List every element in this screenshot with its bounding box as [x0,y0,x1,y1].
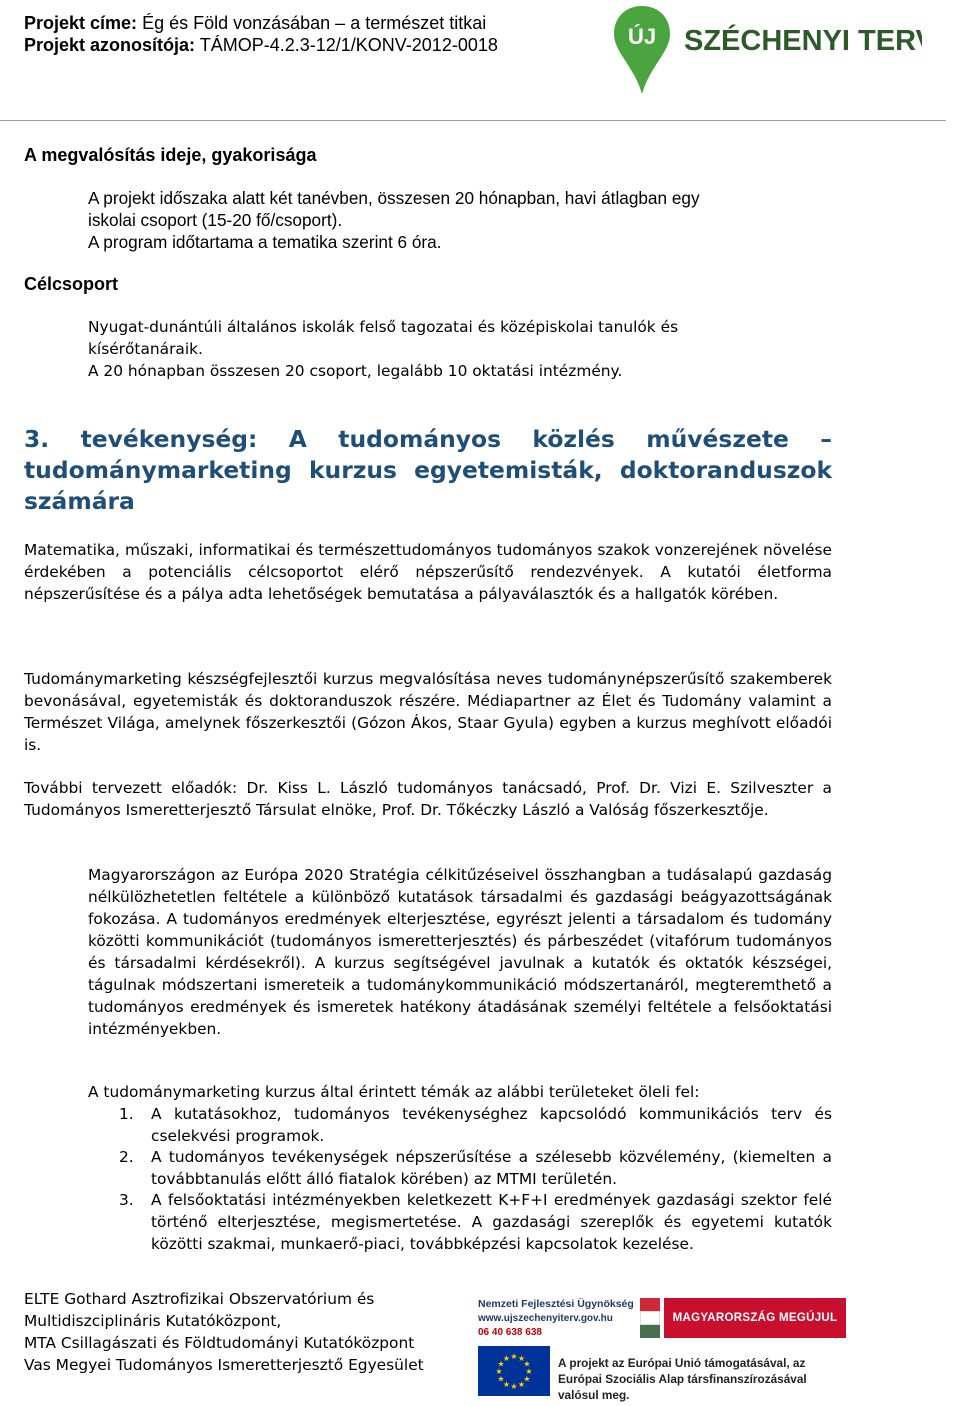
schedule-line-2: iskolai csoport (15-20 fő/csoport). [88,210,343,230]
list-item: A tudományos tevékenységek népszerűsítése a szélesebb közvélemény, (kiemelten a továbbtanulás előtt álló fiatalok körében) az MTMI területén. [151,1148,832,1188]
svg-text:★: ★ [497,1374,505,1384]
logo-text: SZÉCHENYI TERV [684,25,922,57]
paragraph-intro: Matematika, műszaki, informatikai és természettudományos tudományos szakok vonzerejének növelése érdekében a potenciális célcsoportot elérő népszerűsítő rendezvények. A kutatói életforma népszerűsítése és a pálya adta lehetőségek bemutatása a pályaválasztók és a hallgatók körében. [24,541,832,603]
logo-prefix: ÚJ [627,24,657,49]
project-id [24,34,498,56]
footer-institutions [24,1288,474,1376]
hungarian-flag-icon [640,1298,660,1338]
svg-text:★: ★ [495,1367,503,1376]
paragraph-topics-intro: A tudománymarketing kurzus által érintett témák az alábbi területeket öleli fel: [88,1083,700,1101]
svg-text:★: ★ [517,1380,526,1389]
footer-line: ELTE Gothard Asztrofizikai Obszervatórium és [24,1290,375,1308]
target-line-2: kísérőtanáraik. [88,340,203,358]
project-title-label: Projekt címe: [24,13,138,33]
project-id-label: Projekt azonosítója: [24,35,196,55]
svg-text:★: ★ [523,1374,531,1384]
project-title [24,12,486,34]
list-item: A kutatásokhoz, tudományos tevékenységhez kapcsolódó kommunikációs terv és cselekvési programok. [151,1105,832,1145]
project-id-value: TÁMOP-4.2.3-12/1/KONV-2012-0018 [199,35,498,55]
footer-line: Vas Megyei Tudományos Ismeretterjesztő Egyesület [24,1356,424,1374]
svg-text:★: ★ [510,1382,518,1391]
szechenyi-terv-logo [612,4,922,96]
activity-title: 3. tevékenység: A tudományos közlés művészete – tudománymarketing kurzus egyetemisták, doktoranduszok számára [24,425,832,515]
list-number: 2. [119,1148,134,1166]
footer-line: MTA Csillagászati és Földtudományi Kutatóközpont [24,1334,415,1352]
header-divider [0,120,946,121]
section-heading-target-group: Célcsoport [24,274,119,294]
agency-block [478,1298,634,1339]
logo-pin-icon [612,4,922,96]
svg-text:★: ★ [517,1354,526,1363]
section-heading-schedule: A megvalósítás ideje, gyakorisága [24,145,317,165]
list-item: A felsőoktatási intézményekben keletkezett K+F+I eredmények gazdasági szektor felé történő elterjesztése, megismertetése. A gazdasági szereplők és egyetemi kutatók közötti szakmai, munkaerő-piaci, továbbképzési kapcsolatok kezelése. [151,1191,832,1253]
footer-line: Multidiszciplináris Kutatóközpont, [24,1312,282,1330]
svg-text:★: ★ [502,1354,511,1363]
eu-funding-notice: A projekt az Európai Unió támogatásával, az Európai Szociális Alap társfinanszírozásával valósul meg. [558,1356,807,1402]
target-line-3: A 20 hónapban összesen 20 csoport, legalább 10 oktatási intézmény. [88,362,623,380]
svg-text:★: ★ [502,1380,511,1389]
svg-text:★: ★ [497,1359,505,1369]
schedule-line-3: A program időtartama a tematika szerint 6 óra. [88,232,442,252]
svg-text:★: ★ [510,1352,518,1361]
project-title-value: Ég és Föld vonzásában – a természet titkai [142,13,487,33]
list-number: 1. [119,1105,134,1123]
agency-url: www.ujszechenyiterv.gov.hu [478,1313,613,1324]
list-number: 3. [119,1191,134,1209]
magyarorszag-megujul-badge: MAGYARORSZÁG MEGÚJUL [664,1298,846,1338]
eu-flag-icon [478,1346,550,1396]
paragraph-strategy: Magyarországon az Európa 2020 Stratégia célkitűzéseivel összhangban a tudásalapú gazdaság nélkülözhetetlen feltétele a különböző kutatások társadalmi és gazdasági beágyazottságának fokozása. A tudományos eredmények elterjesztése, egyrészt jelenti a társadalom és tudomány közötti kommunikációt (tudományos ismeretterjesztés) és párbeszédet (vitafórum tudományos és társadalmi kérdésekről). A kurzus segítségével javulnak a kutatók és oktatók készségei, tágulnak módszertani ismereteik a tudománykommunikáció módszertanáról, megteremthető a tudományos eredmények és ismeretek hatékony átadásának személyi feltétele a felsőoktatási intézményekben. [88,866,832,1038]
agency-name: Nemzeti Fejlesztési Ügynökség [478,1298,634,1310]
target-line-1: Nyugat-dunántúli általános iskolák felső tagozatai és középiskolai tanulók és [88,318,679,336]
agency-phone: 06 40 638 638 [478,1327,542,1338]
paragraph-course: Tudománymarketing készségfejlesztői kurzus megvalósítása neves tudománynépszerűsítő szakemberek bevonásával, egyetemisták és doktoranduszok részére. Médiapartner az Élet és Tudomány valamint a Természet Világa, amelynek főszerkesztői (Gózon Ákos, Staar Gyula) egyben a kurzus meghívott előadói is. [24,670,832,754]
schedule-line-1: A projekt időszaka alatt két tanévben, összesen 20 hónapban, havi átlagban egy [88,188,700,208]
paragraph-speakers: További tervezett előadók: Dr. Kiss L. László tudományos tanácsadó, Prof. Dr. Vizi E. Szilveszter a Tudományos Ismeretterjesztő Társulat elnöke, Prof. Dr. Tőkéczky László a Valóság főszerkesztője. [24,779,832,819]
svg-text:★: ★ [525,1367,533,1376]
svg-text:★: ★ [523,1359,531,1369]
